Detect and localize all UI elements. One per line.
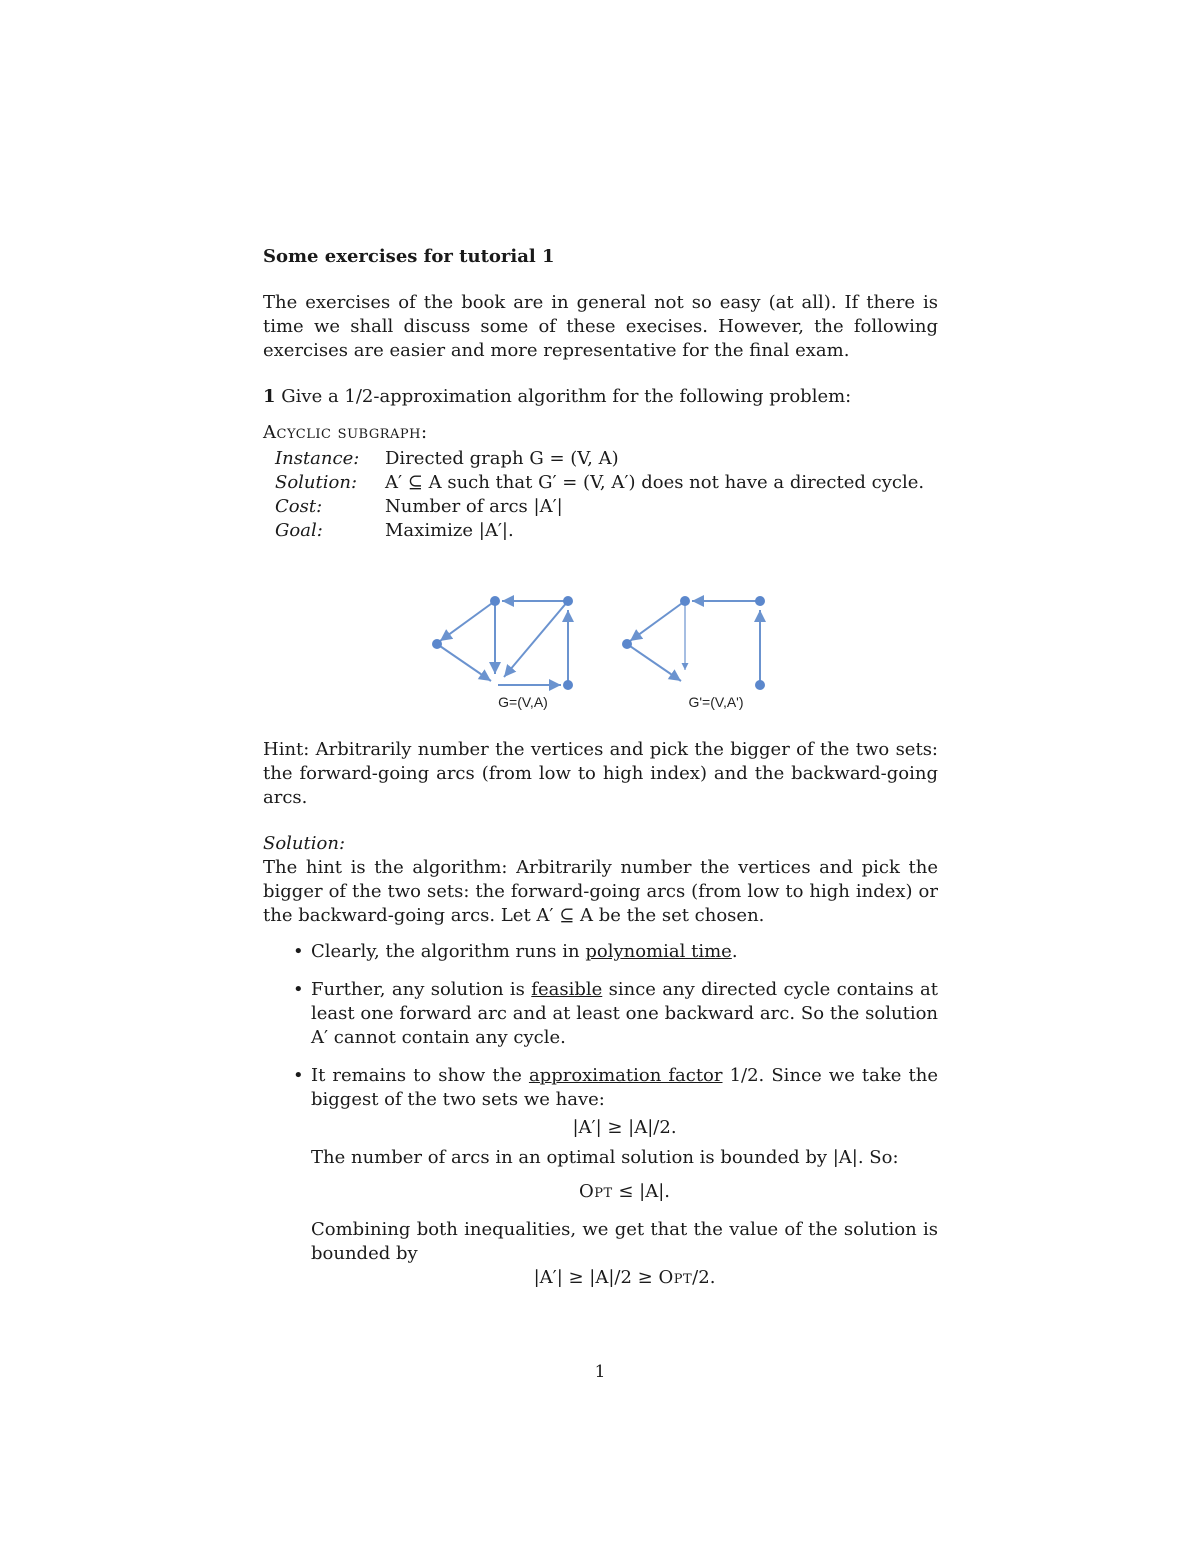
problem-definition: [275, 447, 938, 543]
underlined-term: polynomial time: [585, 941, 732, 962]
page-number: 1: [594, 1362, 606, 1382]
page-content: [263, 245, 938, 1304]
def-label: Instance:: [275, 448, 360, 469]
hint-paragraph: Hint: Arbitrarily number the vertices and pick the bigger of the two sets: the forward-going arcs (from low to high index) and the backward-going arcs.: [263, 739, 938, 808]
graph-edge: [437, 644, 491, 681]
exercise-number: 1: [263, 386, 276, 407]
underlined-term: approximation factor: [528, 1065, 723, 1086]
underlined-term: feasible: [531, 979, 603, 1000]
bullet-item: • Clearly, the algorithm runs in polynomial time.: [293, 941, 738, 962]
graph-node: [563, 680, 573, 690]
def-label: Cost:: [275, 496, 323, 517]
exercise-prompt-text: Give a 1/2-approximation algorithm for the following problem:: [281, 386, 852, 407]
graph-edge: [440, 601, 495, 641]
intro-paragraph: The exercises of the book are in general not so easy (at all). If there is time we shall discuss some of these execises. However, the following exercises are easier and more representative for the final exam.: [263, 292, 938, 361]
graph-figure: [420, 590, 780, 715]
def-label: Goal:: [275, 520, 323, 541]
graph-figure-svg: [420, 590, 780, 715]
graph-node: [680, 596, 690, 606]
solution-heading: Solution:: [263, 833, 346, 854]
bullet-item: • Further, any solution is feasible since any directed cycle contains at least one forward arc and at least one backward arc. So the solution A′ cannot contain any cycle.: [293, 979, 939, 1048]
graph-g-prime: [622, 596, 765, 710]
graph-node: [755, 680, 765, 690]
combining-text: Combining both inequalities, we get that the value of the solution is bounded by: [311, 1219, 938, 1264]
problem-name: Acyclic subgraph:: [263, 422, 428, 443]
exercise-prompt: [263, 385, 938, 409]
equation-1: |A′| ≥ |A|/2.: [572, 1117, 677, 1138]
graph-edge: [627, 644, 681, 681]
graph-label-g: G=(V,A): [498, 694, 548, 710]
equation-2: Opt ≤ |A|.: [578, 1181, 671, 1202]
graph-node: [755, 596, 765, 606]
solution-paragraph: The hint is the algorithm: Arbitrarily number the vertices and pick the bigger of the two sets: the forward-going arcs (from low to high index) or the backward-going arcs. Let A′ ⊆ A be the set chosen.: [263, 857, 938, 926]
graph-edge: [504, 601, 568, 677]
graph-node: [563, 596, 573, 606]
optimal-bound-text: The number of arcs in an optimal solution is bounded by |A|. So:: [311, 1147, 899, 1168]
bullet-dot: •: [293, 941, 304, 962]
def-text: Maximize |A′|.: [385, 520, 514, 541]
bullet-dot: •: [293, 979, 304, 1000]
graph-node: [432, 639, 442, 649]
graph-node: [622, 639, 632, 649]
graph-label-g-prime: G'=(V,A'): [688, 694, 744, 710]
graph-node: [490, 596, 500, 606]
def-label: Solution:: [275, 472, 358, 493]
def-text: Directed graph G = (V, A): [385, 448, 619, 469]
bullet-dot: •: [293, 1065, 304, 1086]
graph-edge: [630, 601, 685, 641]
def-text: Number of arcs |A′|: [385, 496, 563, 517]
solution-bullets: [263, 940, 938, 1290]
bullet-item: • It remains to show the approximation factor 1/2. Since we take the biggest of the two sets we have: |A′| ≥ |A|/2. The number of arcs in an optimal solution is bounded by |A|. So: Opt ≤ |A|. Combining both inequalities, we get that the value of the solution is bounded by |A′| ≥ |A|/2 ≥ Opt/2.: [293, 1065, 938, 1288]
def-text: A′ ⊆ A such that G′ = (V, A′) does not have a directed cycle.: [385, 472, 925, 493]
graph-g: [432, 596, 573, 710]
page-title: Some exercises for tutorial 1: [263, 246, 555, 267]
equation-3: |A′| ≥ |A|/2 ≥ Opt/2.: [533, 1267, 716, 1288]
